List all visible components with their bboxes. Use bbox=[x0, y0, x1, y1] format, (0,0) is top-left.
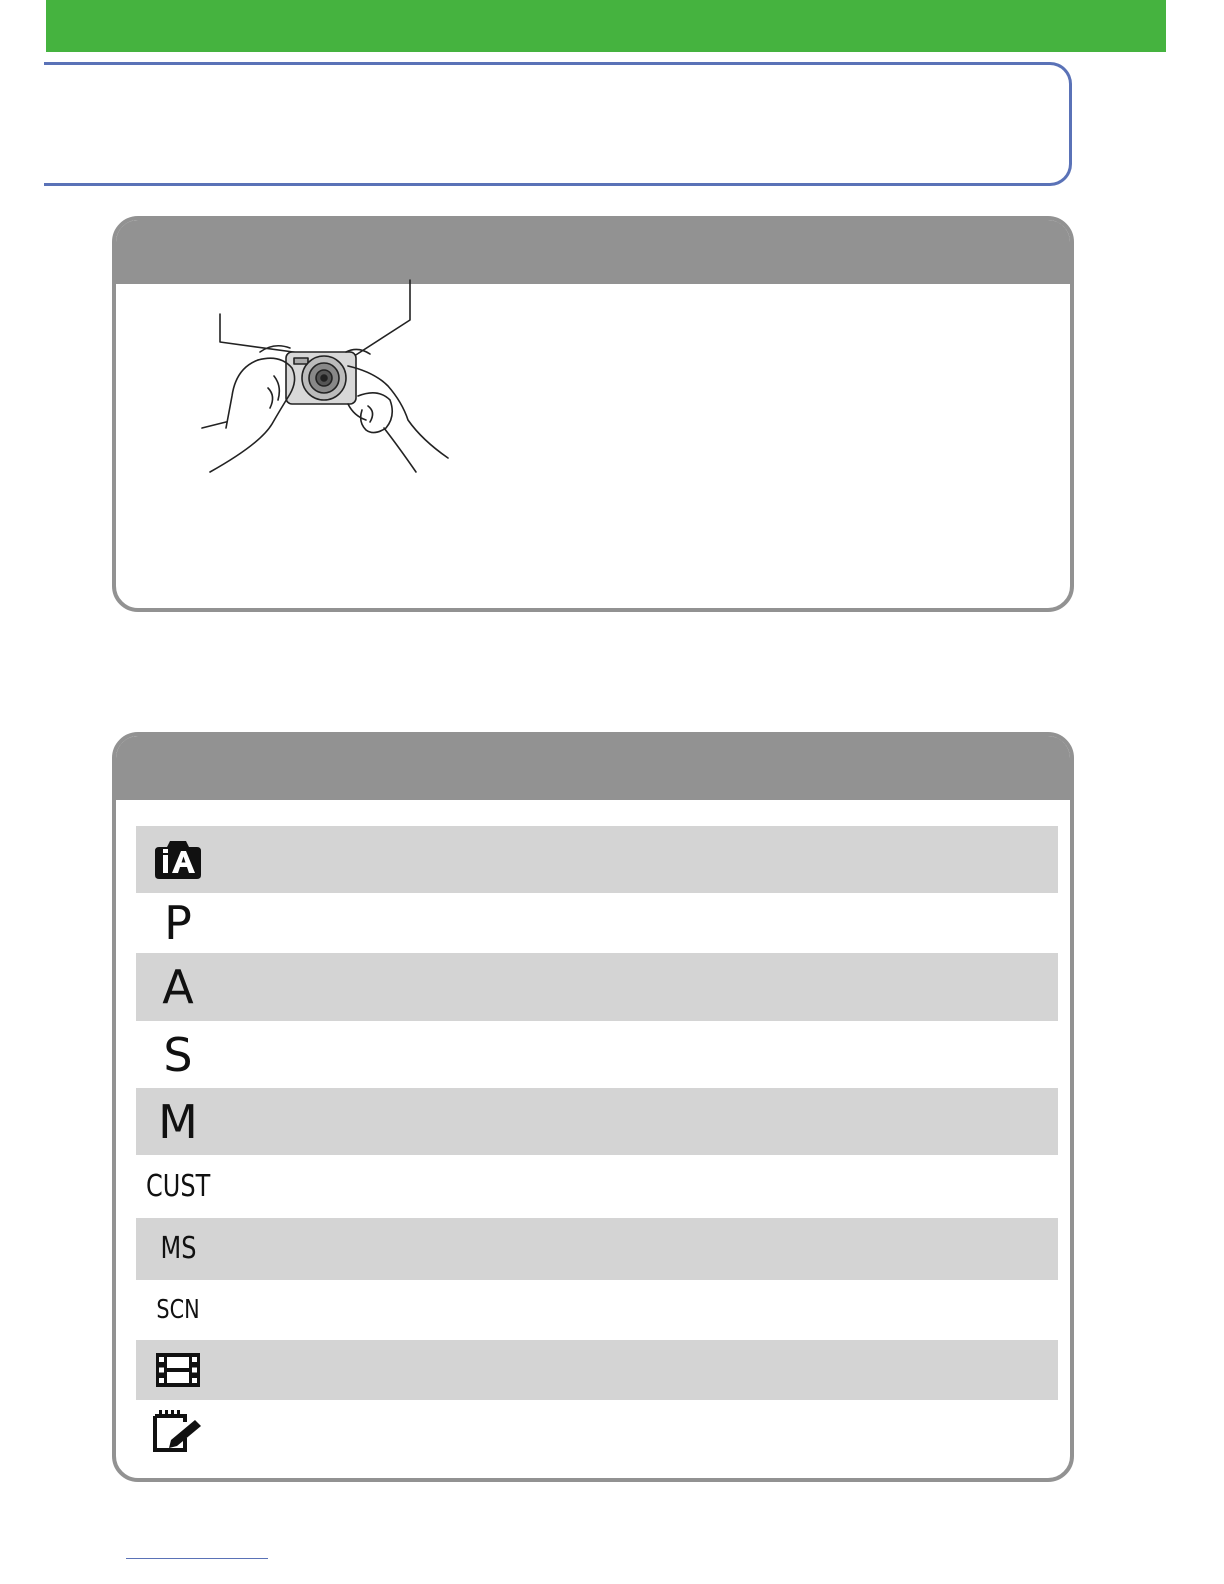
mode-row-shutter bbox=[136, 1021, 1058, 1088]
clipboard-icon bbox=[146, 1405, 210, 1457]
intelligent-auto-icon bbox=[146, 834, 210, 886]
custom-mode-icon: CUST bbox=[145, 1168, 211, 1204]
holding-camera-panel-header bbox=[116, 220, 1070, 284]
mode-row-aperture bbox=[136, 953, 1058, 1021]
mode-row-scene bbox=[136, 1280, 1058, 1340]
chapter-header-band bbox=[46, 0, 1166, 52]
mode-row-motion-picture bbox=[136, 1340, 1058, 1400]
recording-modes-panel bbox=[112, 732, 1074, 1482]
scene-mode-icon: SCN bbox=[156, 1295, 200, 1325]
mode-row-my-scene bbox=[136, 1218, 1058, 1280]
aperture-priority-icon: A bbox=[162, 960, 194, 1014]
mode-row-manual bbox=[136, 1088, 1058, 1155]
motion-picture-icon bbox=[146, 1344, 210, 1396]
footer-link-underline[interactable] bbox=[126, 1558, 268, 1559]
program-mode-icon: P bbox=[164, 896, 192, 950]
my-scene-icon: MS bbox=[160, 1231, 196, 1266]
mode-list bbox=[136, 826, 1058, 1462]
page-title-box bbox=[44, 62, 1072, 186]
holding-camera-panel bbox=[112, 216, 1074, 612]
hands-holding-camera-illustration bbox=[198, 276, 458, 476]
shutter-priority-icon: S bbox=[163, 1027, 193, 1082]
recording-modes-panel-header bbox=[116, 736, 1070, 800]
mode-row-program bbox=[136, 893, 1058, 953]
mode-row-custom bbox=[136, 1155, 1058, 1218]
manual-exposure-icon: M bbox=[158, 1094, 198, 1149]
mode-row-clipboard bbox=[136, 1400, 1058, 1462]
mode-row-intelligent-auto bbox=[136, 826, 1058, 893]
